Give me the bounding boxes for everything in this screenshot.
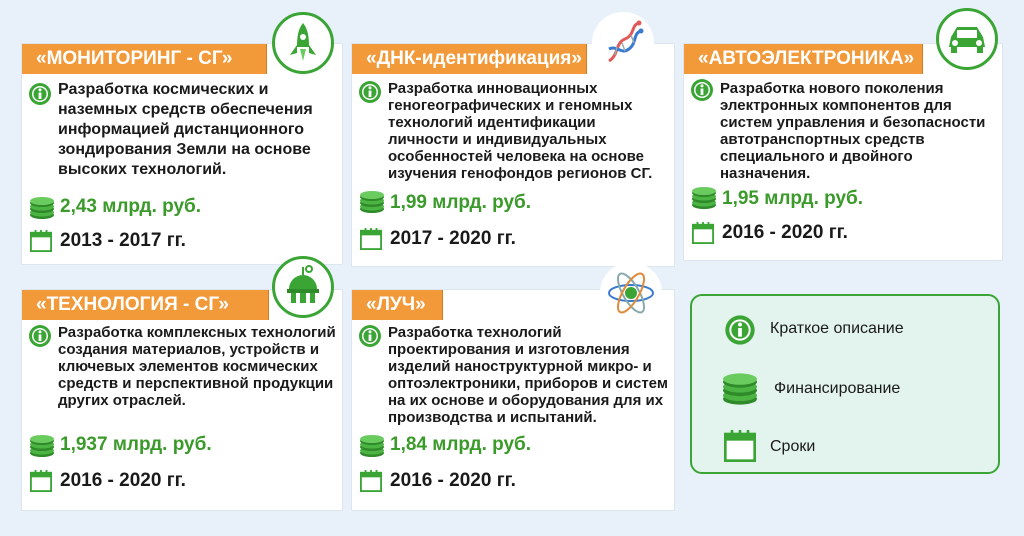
coins-icon — [28, 196, 56, 220]
card-description: Разработка комплексных технологий создания материалов, устройств и ключевых элементов космических средств и перспективной продукции других отраслей. — [58, 324, 336, 409]
card-funding: 1,937 млрд. руб. — [60, 434, 212, 455]
card-description: Разработка технологий проектирования и изготовления изделий наноструктурной микро- и оптоэлектроники, приборов и систем на их основе и оборудования для их производства и испытаний. — [388, 324, 668, 426]
atom-icon — [600, 262, 662, 324]
project-card-monitoring — [22, 44, 342, 264]
calendar-icon — [360, 470, 382, 492]
card-funding: 1,99 млрд. руб. — [390, 192, 532, 213]
card-funding: 2,43 млрд. руб. — [60, 196, 202, 217]
card-title: «ЛУЧ» — [352, 290, 443, 320]
card-period: 2016 - 2020 гг. — [390, 470, 516, 491]
card-funding: 1,95 млрд. руб. — [722, 188, 864, 209]
info-icon — [690, 78, 714, 102]
card-period: 2013 - 2017 гг. — [60, 230, 186, 251]
card-description: Разработка космических и наземных средств обеспечения информацией дистанционного зондирования Земли на основе высоких технологий. — [58, 81, 313, 178]
coins-icon — [690, 186, 718, 210]
project-card-technology — [22, 290, 342, 510]
card-description: Разработка нового поколения электронных компонентов для систем управления и безопасности автотранспортных средств специального и двойного назначения. — [720, 80, 986, 182]
coins-icon — [358, 434, 386, 458]
card-funding: 1,84 млрд. руб. — [390, 434, 532, 455]
legend-period-label: Сроки — [770, 438, 816, 455]
legend-funding-label: Финансирование — [774, 380, 901, 397]
car-icon — [936, 8, 998, 70]
card-period: 2016 - 2020 гг. — [722, 222, 848, 243]
info-icon — [28, 82, 52, 106]
legend-info-label: Краткое описание — [770, 320, 904, 337]
project-card-autoelectronics — [684, 44, 1002, 260]
calendar-icon — [724, 430, 756, 462]
card-title: «МОНИТОРИНГ - СГ» — [22, 44, 267, 74]
card-period: 2016 - 2020 гг. — [60, 470, 186, 491]
card-title: «АВТОЭЛЕКТРОНИКА» — [684, 44, 923, 74]
info-icon — [358, 324, 382, 348]
coins-icon — [28, 434, 56, 458]
coins-icon — [720, 372, 760, 406]
coins-icon — [358, 190, 386, 214]
dna-icon — [592, 12, 654, 74]
card-description: Разработка инновационных геногеографических и геномных технологий идентификации личности и индивидуальных особенностей человека на основе изучения генофондов регионов СГ. — [388, 80, 653, 182]
calendar-icon — [692, 222, 714, 244]
observatory-icon — [272, 256, 334, 318]
rocket-icon — [272, 12, 334, 74]
info-icon — [724, 314, 756, 346]
card-period: 2017 - 2020 гг. — [390, 228, 516, 249]
info-icon — [358, 80, 382, 104]
project-card-dna — [352, 44, 674, 266]
legend-box — [690, 294, 1000, 474]
calendar-icon — [30, 470, 52, 492]
info-icon — [28, 324, 52, 348]
calendar-icon — [30, 230, 52, 252]
calendar-icon — [360, 228, 382, 250]
card-title: «ТЕХНОЛОГИЯ - СГ» — [22, 290, 269, 320]
card-title: «ДНК-идентификация» — [352, 44, 587, 74]
